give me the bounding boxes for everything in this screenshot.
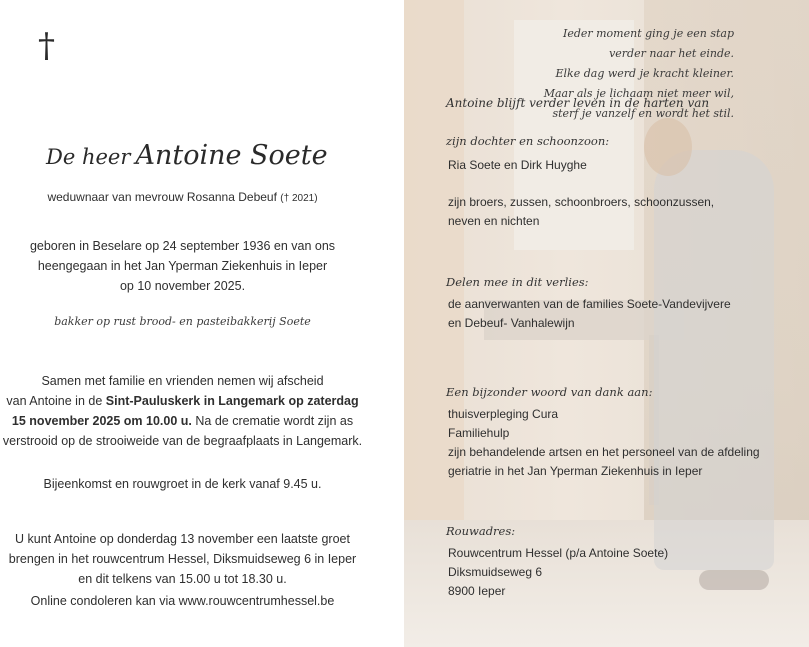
photo-baker-figure xyxy=(654,150,774,570)
thanks-line: geriatrie in het Jan Yperman Ziekenhuis in Ieper xyxy=(448,464,703,478)
address-heading: Rouwadres: xyxy=(446,524,516,538)
online-condolence-text: Online condoleren kan via www.rouwcentrumhessel.be xyxy=(30,594,335,608)
birth-death-line: geboren in Beselare op 24 september 1936 en van ons xyxy=(29,239,336,253)
widower-text: weduwnaar van mevrouw Rosanna Debeuf xyxy=(47,190,277,204)
farewell-line xyxy=(0,411,365,431)
farewell-line: Samen met familie en vrienden nemen wij afscheid xyxy=(41,374,324,388)
last-greeting-line: en dit telkens van 15.00 u tot 18.30 u. xyxy=(78,572,287,586)
share-line: de aanverwanten van de families Soete-Vandevijvere xyxy=(448,297,731,311)
share-line: en Debeuf- Vanhalewijn xyxy=(448,316,575,330)
occupation-text: bakker op rust brood- en pasteibakkerij Soete xyxy=(54,315,311,328)
poem-line: Maar als je lichaam niet meer wil, xyxy=(543,87,734,100)
photo-baker-shoes xyxy=(699,570,769,590)
farewell-line: verstrooid op de strooiweide van de begraafplaats in Langemark. xyxy=(2,434,363,448)
address-line: Rouwcentrum Hessel (p/a Antoine Soete) xyxy=(448,546,669,560)
online-condolence xyxy=(0,591,365,611)
farewell-line2-pre: van Antoine in de xyxy=(6,394,106,408)
poem-line: Elke dag werd je kracht kleiner. xyxy=(555,67,734,80)
cross-icon: † xyxy=(38,26,55,66)
farewell-church: Sint-Pauluskerk in Langemark op zaterdag xyxy=(105,394,359,408)
siblings-line: zijn broers, zussen, schoonbroers, schoonzussen, xyxy=(448,195,715,209)
farewell-line3-post: Na de crematie wordt zijn as xyxy=(191,414,354,428)
poem-line: verder naar het einde. xyxy=(609,47,734,60)
thanks-heading: Een bijzonder woord van dank aan: xyxy=(446,385,653,399)
widower-line xyxy=(0,187,365,209)
birth-death-line: op 10 november 2025. xyxy=(119,279,246,293)
last-greeting-line: U kunt Antoine op donderdag 13 november een laatste groet xyxy=(15,532,350,546)
thanks-line: zijn behandelende artsen en het personeel van de afdeling xyxy=(448,445,760,459)
poem-line: Ieder moment ging je een stap xyxy=(562,27,734,40)
deceased-title: De heer xyxy=(46,145,131,169)
birth-death-block xyxy=(0,236,365,296)
address-line: 8900 Ieper xyxy=(448,584,506,598)
share-heading: Delen mee in dit verlies: xyxy=(446,275,589,289)
last-greeting-line: brengen in het rouwcentrum Hessel, Diksmuidseweg 6 in Ieper xyxy=(8,552,357,566)
gathering xyxy=(0,474,365,494)
farewell-block xyxy=(0,371,365,451)
address-line: Diksmuidseweg 6 xyxy=(448,565,543,579)
gathering-text: Bijeenkomst en rouwgroet in de kerk vanaf 9.45 u. xyxy=(43,477,322,491)
thanks-line: thuisverpleging Cura xyxy=(448,407,559,421)
photo-baker-head xyxy=(644,118,692,176)
birth-death-line: heengegaan in het Jan Yperman Ziekenhuis in Ieper xyxy=(37,259,328,273)
occupation xyxy=(0,312,365,332)
deceased-name-heading xyxy=(46,140,328,171)
thanks-line: Familiehulp xyxy=(448,426,510,440)
spouse-death-year: († 2021) xyxy=(280,193,318,204)
farewell-date: 15 november 2025 om 10.00 u. xyxy=(11,414,192,428)
poem-line: sterf je vanzelf en wordt het stil. xyxy=(552,107,734,120)
daughter-heading: zijn dochter en schoonzoon: xyxy=(446,134,610,148)
deceased-name: Antoine Soete xyxy=(135,140,328,171)
farewell-line xyxy=(0,391,365,411)
last-greeting-block xyxy=(0,529,365,589)
siblings-line: neven en nichten xyxy=(448,214,540,228)
daughter-names: Ria Soete en Dirk Huyghe xyxy=(448,158,587,172)
intro-heading: Antoine blijft verder leven in de harten van xyxy=(446,96,710,110)
